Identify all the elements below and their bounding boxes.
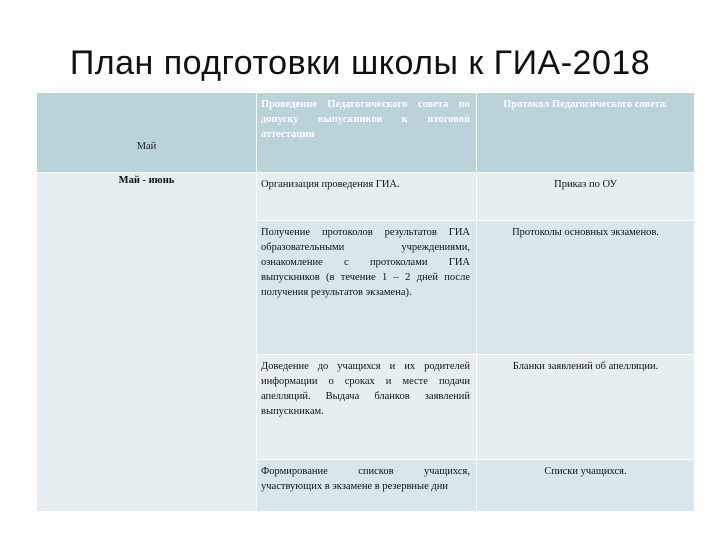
document-cell: Бланки заявлений об апелляции. <box>477 355 695 460</box>
table-row <box>37 173 695 221</box>
month-cell: Май - июнь <box>37 173 257 512</box>
task-cell: Формирование списков учащихся, участвующих в экзамене в резервные дни <box>257 460 477 512</box>
page-title: План подготовки школы к ГИА-2018 <box>69 44 651 82</box>
document-cell: Списки учащихся. <box>477 460 695 512</box>
table-row <box>37 93 695 173</box>
plan-table <box>36 92 695 512</box>
task-cell: Получение протоколов результатов ГИА образовательными учреждениями, ознакомление с протоколами ГИА выпускников (в течение 1 – 2 дней после получения результатов экзамена). <box>257 221 477 355</box>
document-cell: Протокол Педагогического совета. <box>477 93 695 173</box>
task-cell: Проведение Педагогического совета по допуску выпускников к итоговой аттестации <box>257 93 477 173</box>
document-cell: Протоколы основных экзаменов. <box>477 221 695 355</box>
document-cell: Приказ по ОУ <box>477 173 695 221</box>
task-cell: Организация проведения ГИА. <box>257 173 477 221</box>
task-cell: Доведение до учащихся и их родителей информации о сроках и месте подачи апелляций. Выдача бланков заявлений выпускникам. <box>257 355 477 460</box>
month-cell: Май <box>37 93 257 173</box>
